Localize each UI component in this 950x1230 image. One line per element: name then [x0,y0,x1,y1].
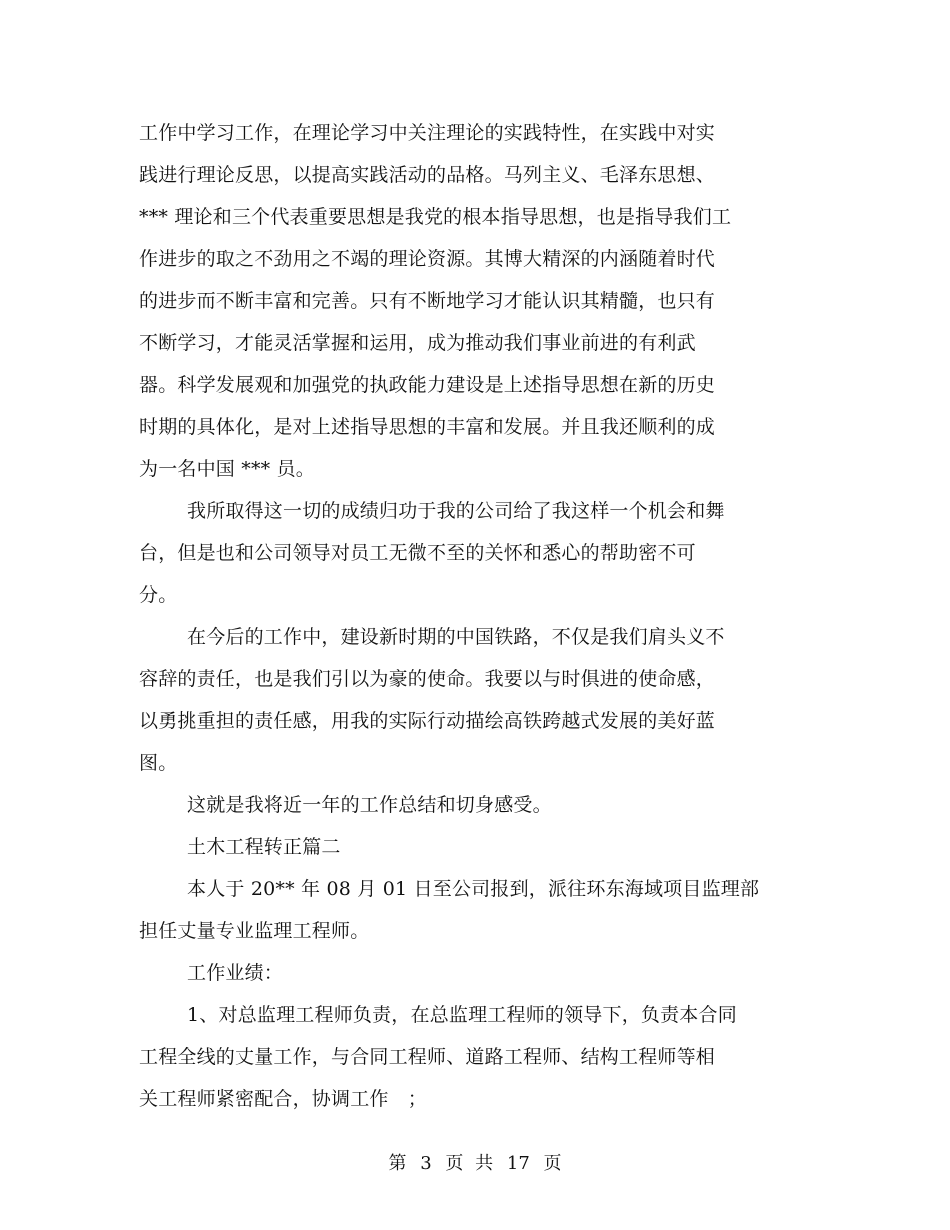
document-body [139,112,799,1120]
text-line: 为一名中国 *** 员。 [139,458,315,480]
text-line: 我所取得这一切的成绩归功于我的公司给了我这样一个机会和舞 [187,500,725,522]
text-line: 不断学习，才能灵活掌握和运用，成为推动我们事业前进的有利武 [139,332,696,354]
text-line: 工程全线的丈量工作，与合同工程师、道路工程师、结构工程师等相 [139,1046,716,1068]
text-line: *** 理论和三个代表重要思想是我党的根本指导思想，也是指导我们工 [139,206,732,228]
footer-prefix: 第 [388,1153,407,1174]
text-line: 分。 [139,584,178,606]
text-line: 关工程师紧密配合，协调工作 ； [139,1088,428,1110]
footer-total-pages: 17 [506,1153,530,1174]
text-line: 以勇挑重担的责任感，用我的实际行动描绘高铁跨越式发展的美好蓝 [139,710,716,732]
text-line: 工作业绩： [187,962,284,984]
footer-middle: 页 共 [445,1153,494,1174]
text-line: 图。 [139,752,178,774]
text-line: 践进行理论反思，以提高实践活动的品格。马列主义、毛泽东思想、 [139,164,716,186]
text-line: 的进步而不断丰富和完善。只有不断地学习才能认识其精髓，也只有 [139,290,716,312]
text-line: 担任丈量专业监理工程师。 [139,920,370,942]
text-line: 时期的具体化，是对上述指导思想的丰富和发展。并且我还顺利的成 [139,416,716,438]
text-line: 器。科学发展观和加强党的执政能力建设是上述指导思想在新的历史 [139,374,716,396]
text-line: 这就是我将近一年的工作总结和切身感受。 [187,794,552,816]
text-line: 容辞的责任，也是我们引以为豪的使命。我要以与时俱进的使命感， [139,668,716,690]
text-line: 工作中学习工作，在理论学习中关注理论的实践特性，在实践中对实 [139,122,716,144]
text-line: 作进步的取之不劲用之不竭的理论资源。其博大精深的内涵随着时代 [139,248,716,270]
footer-current-page: 3 [420,1153,432,1174]
text-line: 本人于 20** 年 08 月 01 日至公司报到，派往环东海域项目监理部 [187,878,760,900]
text-line: 台，但是也和公司领导对员工无微不至的关怀和悉心的帮助密不可 [139,542,696,564]
text-line: 土木工程转正篇二 [187,836,341,858]
footer-suffix: 页 [543,1153,562,1174]
text-line: 1、对总监理工程师负责，在总监理工程师的领导下，负责本合同 [187,1004,737,1026]
text-line: 在今后的工作中，建设新时期的中国铁路，不仅是我们肩头义不 [187,626,725,648]
page-footer [0,1150,950,1178]
